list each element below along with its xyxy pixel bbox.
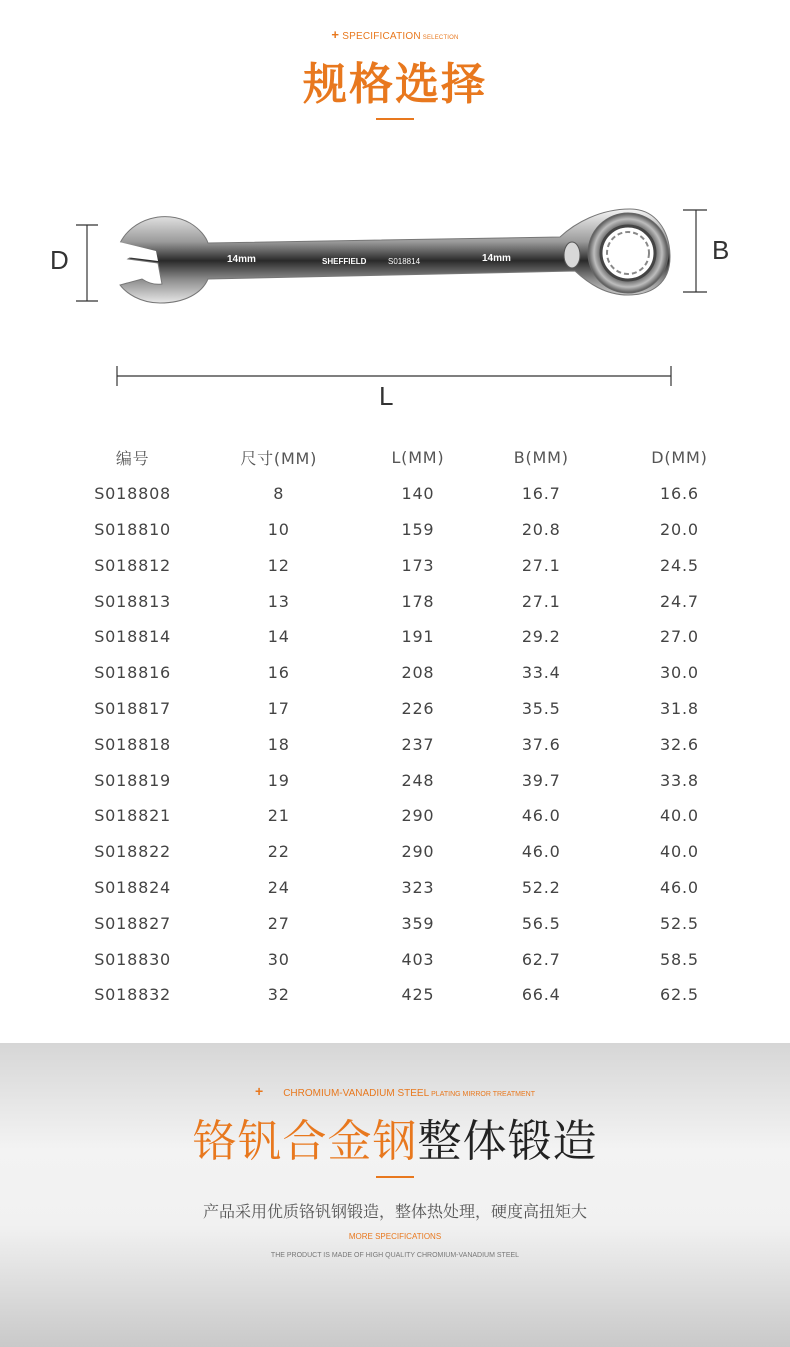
wrench-body [115, 209, 670, 303]
cell-size: 19 [267, 770, 290, 790]
cell-size: 12 [267, 555, 290, 575]
cell-d: 32.6 [660, 734, 699, 754]
cell-size: 18 [267, 734, 290, 754]
cell-code: S018817 [94, 698, 172, 718]
cell-length: 178 [401, 591, 435, 611]
header-size: 尺寸(MM) [240, 449, 318, 469]
cell-code: S018808 [94, 484, 172, 504]
cell-code: S018813 [94, 591, 172, 611]
cell-code: S018821 [94, 806, 172, 826]
cell-size: 16 [267, 663, 290, 683]
cell-size: 14 [267, 627, 290, 647]
cell-size: 17 [267, 698, 290, 718]
cell-size: 24 [267, 877, 290, 897]
cell-b: 35.5 [521, 698, 561, 718]
promo-underline [376, 1176, 414, 1178]
cell-code: S018818 [94, 734, 172, 754]
cell-length: 237 [401, 734, 435, 754]
cell-d: 31.8 [660, 698, 699, 718]
wrench-code-marking: S018814 [388, 257, 421, 266]
cell-size: 13 [267, 591, 290, 611]
cell-length: 173 [401, 555, 435, 575]
table-row [70, 870, 750, 906]
cell-b: 46.0 [521, 806, 561, 826]
cell-code: S018819 [94, 770, 172, 790]
wrench-dimension-figure [40, 195, 760, 425]
cell-b: 33.4 [521, 663, 561, 683]
title-underline [376, 118, 414, 120]
cell-size: 8 [273, 484, 285, 504]
cell-length: 403 [401, 949, 435, 969]
promo-title [0, 1105, 790, 1169]
cell-length: 290 [401, 842, 435, 862]
header-d: D(MM) [651, 448, 708, 468]
cell-length: 323 [401, 877, 435, 897]
cell-d: 24.5 [660, 555, 699, 575]
cell-d: 16.6 [660, 484, 699, 504]
cell-length: 191 [401, 627, 435, 647]
wrench-brand-marking: SHEFFIELD [322, 257, 367, 266]
cell-b: 16.7 [521, 484, 561, 504]
cell-b: 27.1 [521, 555, 561, 575]
promo-fine-print: THE PRODUCT IS MADE OF HIGH QUALITY CHROMIUM-VANADIUM STEEL [270, 1252, 520, 1259]
cell-d: 24.7 [660, 591, 699, 611]
table-header-row [70, 440, 750, 476]
cell-code: S018812 [94, 555, 172, 575]
cell-b: 66.4 [521, 985, 561, 1005]
table-row [70, 798, 750, 834]
cell-b: 56.5 [521, 913, 561, 933]
dimension-label-b: B [712, 235, 730, 265]
table-row [70, 512, 750, 548]
cell-code: S018814 [94, 627, 172, 647]
cell-d: 40.0 [660, 806, 699, 826]
cell-length: 359 [401, 913, 435, 933]
cell-size: 32 [267, 985, 290, 1005]
cell-d: 33.8 [660, 770, 699, 790]
table-row [70, 941, 750, 977]
promo-eyebrow [0, 1083, 790, 1099]
material-promo-section [0, 1043, 790, 1347]
cell-d: 27.0 [660, 627, 699, 647]
header-code: 编号 [115, 449, 150, 469]
spec-eyebrow-small: SELECTION [422, 35, 459, 41]
cell-code: S018816 [94, 663, 172, 683]
header-length: L(MM) [391, 448, 445, 468]
table-row [70, 583, 750, 619]
wrench-illustration [40, 195, 760, 425]
promo-description: 产品采用优质铬钒钢锻造，整体热处理，硬度高扭矩大 [202, 1202, 587, 1221]
cell-size: 22 [267, 842, 290, 862]
cell-b: 27.1 [521, 591, 561, 611]
spec-eyebrow-main: SPECIFICATION [342, 31, 421, 42]
cell-b: 20.8 [521, 519, 561, 539]
dimension-label-d: D [50, 245, 69, 275]
header-b: B(MM) [513, 448, 569, 468]
table-body [70, 476, 750, 1013]
cell-b: 29.2 [521, 627, 561, 647]
cell-code: S018822 [94, 842, 172, 862]
cell-b: 39.7 [521, 770, 561, 790]
cell-length: 425 [401, 985, 435, 1005]
cell-code: S018832 [94, 985, 172, 1005]
cell-size: 27 [267, 913, 290, 933]
cell-code: S018827 [94, 913, 172, 933]
cell-length: 248 [401, 770, 435, 790]
cell-d: 30.0 [660, 663, 699, 683]
specification-table [70, 440, 750, 1013]
spec-eyebrow [0, 27, 790, 42]
cell-size: 30 [267, 949, 290, 969]
cell-d: 58.5 [660, 949, 699, 969]
table-row [70, 977, 750, 1013]
cell-length: 290 [401, 806, 435, 826]
cell-d: 62.5 [660, 985, 699, 1005]
table-row [70, 691, 750, 727]
cell-length: 159 [401, 519, 435, 539]
table-row [70, 619, 750, 655]
promo-eyebrow-small: PLATING MIRROR TREATMENT [431, 1091, 535, 1098]
cell-size: 21 [267, 806, 290, 826]
wrench-size-marking: 14mm [227, 254, 256, 265]
cell-d: 20.0 [660, 519, 699, 539]
table-row [70, 547, 750, 583]
wrench-size-marking-2: 14mm [482, 253, 511, 264]
cell-b: 46.0 [521, 842, 561, 862]
cell-length: 140 [401, 484, 435, 504]
cell-b: 62.7 [521, 949, 561, 969]
promo-title-orange: 铬钒合金钢 [192, 1116, 418, 1167]
cell-d: 40.0 [660, 842, 699, 862]
plus-icon: + [255, 1083, 264, 1099]
more-specifications-label: MORE SPECIFICATIONS [348, 1232, 442, 1241]
cell-size: 10 [267, 519, 290, 539]
table-row [70, 834, 750, 870]
cell-b: 52.2 [521, 877, 561, 897]
table-row [70, 905, 750, 941]
table-row [70, 762, 750, 798]
table-row [70, 655, 750, 691]
cell-d: 46.0 [660, 877, 699, 897]
plus-icon: + [331, 27, 340, 42]
cell-d: 52.5 [660, 913, 699, 933]
cell-code: S018810 [94, 519, 172, 539]
table-row [70, 726, 750, 762]
cell-code: S018830 [94, 949, 172, 969]
cell-code: S018824 [94, 877, 172, 897]
cell-length: 226 [401, 698, 435, 718]
table-row [70, 476, 750, 512]
cell-length: 208 [401, 663, 435, 683]
cell-b: 37.6 [521, 734, 561, 754]
promo-eyebrow-main: CHROMIUM-VANADIUM STEEL [283, 1088, 430, 1099]
spec-title: 规格选择 [303, 59, 487, 110]
dimension-label-l: L [379, 381, 394, 411]
promo-title-dark: 整体锻造 [417, 1116, 598, 1167]
